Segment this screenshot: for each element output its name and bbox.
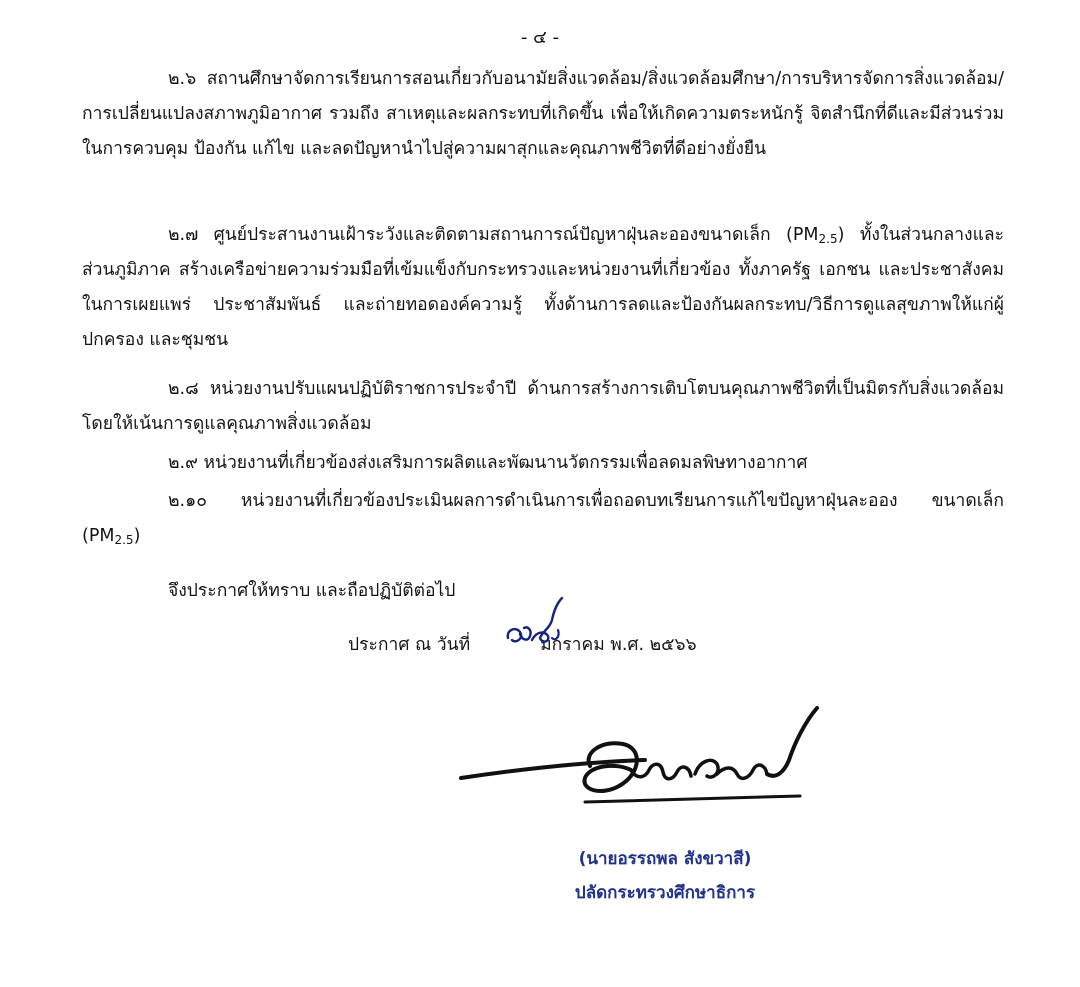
- closing-statement: จึงประกาศให้ทราบ และถือปฏิบัติต่อไป: [168, 581, 456, 601]
- signer-title: ปลัดกระทรวงศึกษาธิการ: [574, 883, 756, 903]
- paragraph-2-7: [82, 218, 1004, 358]
- page-number: - ๔ -: [520, 27, 560, 48]
- paragraph-2-7-text-a: ๒.๗ ศูนย์ประสานงานเฝ้าระวังและติดตามสถานการณ์ปัญหาฝุ่นละอองขนาดเล็ก (PM: [168, 225, 819, 245]
- paragraph-2-9-text: ๒.๙ หน่วยงานที่เกี่ยวข้องส่งเสริมการผลิตและพัฒนานวัตกรรมเพื่อลดมลพิษทางอากาศ: [168, 453, 808, 473]
- signer-name: (นายอรรถพล สังขวาสี): [578, 849, 752, 869]
- pm-subscript: 2.5: [818, 232, 838, 246]
- paragraph-2-6: [82, 62, 1004, 167]
- paragraph-2-7-text-b: ) ทั้งในส่วนกลางและส่วนภูมิภาค สร้างเครือข่ายความร่วมมือที่เข้มแข็งกับกระทรวงและหน่วยงานที่เกี่ยวข้อง ทั้งภาครัฐ เอกชน และประชาสังคม ในการเผยแพร่ ประชาสัมพันธ์ และถ่ายทอดองค์ความรู้ ทั้งด้านการลดและป้องกันผลกระทบ/วิธีการดูแลสุขภาพให้แก่ผู้ปกครอง และชุมชน: [82, 225, 1004, 350]
- pm-subscript: 2.5: [114, 533, 134, 547]
- signature-image: [455, 700, 835, 820]
- paragraph-2-8-text: ๒.๘ หน่วยงานปรับแผนปฏิบัติราชการประจำปี ด้านการสร้างการเติบโตบนคุณภาพชีวิตที่เป็นมิตรกับสิ่งแวดล้อม โดยให้เน้นการดูแลคุณภาพสิ่งแวดล้อม: [82, 379, 1004, 434]
- paragraph-2-10-text-a: ๒.๑๐ หน่วยงานที่เกี่ยวข้องประเมินผลการดำเนินการเพื่อถอดบทเรียนการแก้ไขปัญหาฝุ่นละออง ขนาดเล็ก (PM: [82, 491, 1004, 546]
- date-suffix: มกราคม พ.ศ. ๒๕๖๖: [540, 635, 697, 655]
- paragraph-2-6-text: ๒.๖ สถานศึกษาจัดการเรียนการสอนเกี่ยวกับอนามัยสิ่งแวดล้อม/สิ่งแวดล้อมศึกษา/การบริหารจัดการสิ่งแวดล้อม/การเปลี่ยนแปลงสภาพภูมิอากาศ รวมถึง สาเหตุและผลกระทบที่เกิดขึ้น เพื่อให้เกิดความตระหนักรู้ จิตสำนึกที่ดีและมีส่วนร่วมในการควบคุม ป้องกัน แก้ไข และลดปัญหานำไปสู่ความผาสุกและคุณภาพชีวิตที่ดีอย่างยั่งยืน: [82, 69, 1004, 159]
- handwritten-day: [502, 596, 582, 656]
- date-prefix: ประกาศ ณ วันที่: [348, 635, 471, 655]
- paragraph-2-10: [82, 484, 1004, 554]
- paragraph-2-9: [82, 446, 1004, 481]
- paragraph-2-8: [82, 372, 1004, 442]
- paragraph-2-10-text-b: ): [133, 526, 141, 546]
